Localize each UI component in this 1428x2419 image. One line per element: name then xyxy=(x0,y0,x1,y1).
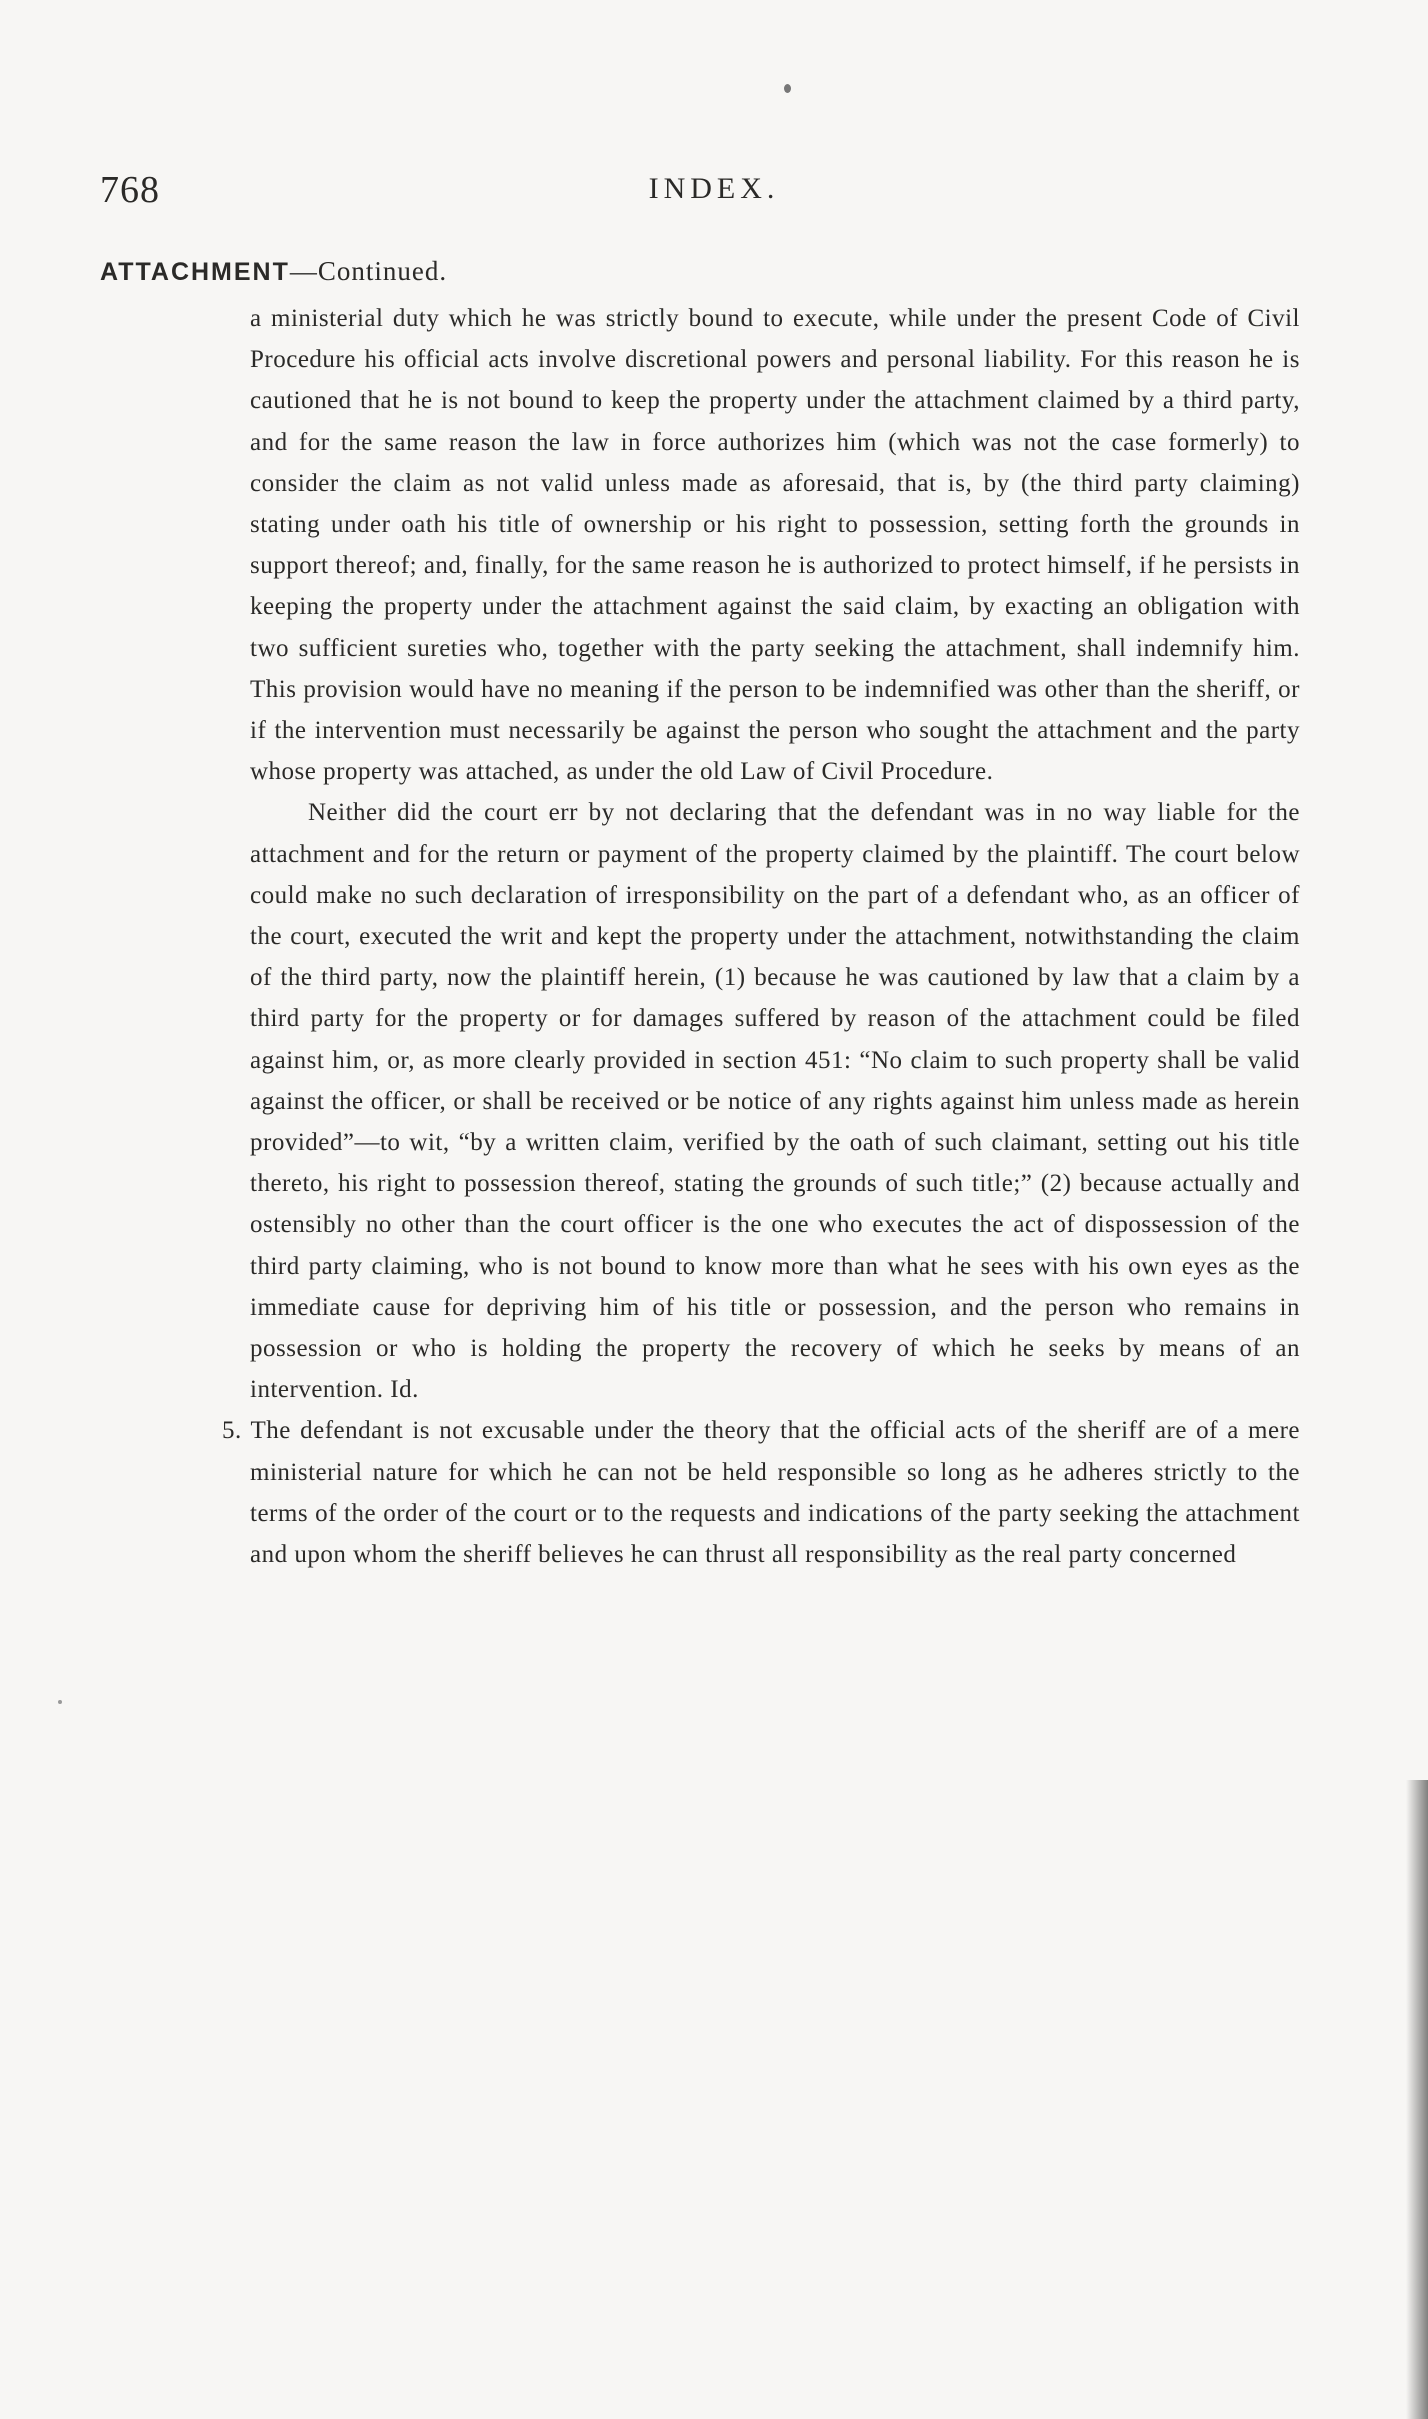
index-entry-body xyxy=(222,298,1300,1575)
index-term: ATTACHMENT xyxy=(100,258,290,286)
index-entry-heading xyxy=(100,256,447,288)
paragraph: Neither did the court err by not declaring that the defendant was in no way liable for the attachment and for the return or payment of the property claimed by the plaintiff. The court below could make no such declaration of irresponsibility on the part of a defendant who, as an officer of the court, executed the writ and kept the property under the attachment, notwithstanding the claim of the third party, now the plaintiff herein, (1) because he was cautioned by law that a claim by a third party for the property or for damages suffered by reason of the attachment could be filed against him, or, as more clearly provided in section 451: “No claim to such property shall be valid against the officer, or shall be received or be notice of any rights against him unless made as herein provided”—to wit, “by a written claim, verified by the oath of such claimant, setting out his title thereto, his right to possession thereof, stating the grounds of such title;” (2) because actually and ostensibly no other than the court officer is the one who executes the act of dispossession of the third party claiming, who is not bound to know more than what he sees with his own eyes as the immediate cause for depriving him of his title or possession, and the person who remains in possession or who is holding the property the recovery of which he seeks by means of an intervention. Id. xyxy=(250,799,1300,1404)
print-speck xyxy=(784,84,791,93)
continued-label: —Continued. xyxy=(289,256,448,286)
running-head: INDEX. xyxy=(648,172,780,205)
print-speck xyxy=(58,1700,62,1704)
page-number: 768 xyxy=(100,169,160,211)
paragraph: a ministerial duty which he was strictly bound to execute, while under the present Code of Civil Procedure his official acts involve discretional powers and personal liability. For this reason he is cautioned that he is not bound to keep the property under the attachment claimed by a third party, and for the same reason the law in force authorizes him (which was not the case formerly) to consider the claim as not valid unless made as aforesaid, that is, by (the third party claiming) stating under oath his title of ownership or his right to possession, setting forth the grounds in support thereof; and, finally, for the same reason he is authorized to protect himself, if he persists in keeping the property under the attachment against the said claim, by exacting an obligation with two sufficient sureties who, together with the party seeking the attachment, shall indemnify him. This provision would have no meaning if the person to be indemnified was other than the sheriff, or if the intervention must necessarily be against the person who sought the attachment and the party whose property was attached, as under the old Law of Civil Procedure. xyxy=(250,305,1300,786)
page-edge-shadow xyxy=(1406,1780,1428,2419)
page-header xyxy=(100,168,1328,218)
numbered-paragraph: 5. The defendant is not excusable under the theory that the official acts of the sheriff are of a mere ministerial nature for which he can not be held responsible so long as he adheres strictly to the terms of the order of the court or to the requests and indications of the party seeking the attachment and upon whom the sheriff believes he can thrust all responsibility as the real party concerned xyxy=(222,1417,1300,1569)
